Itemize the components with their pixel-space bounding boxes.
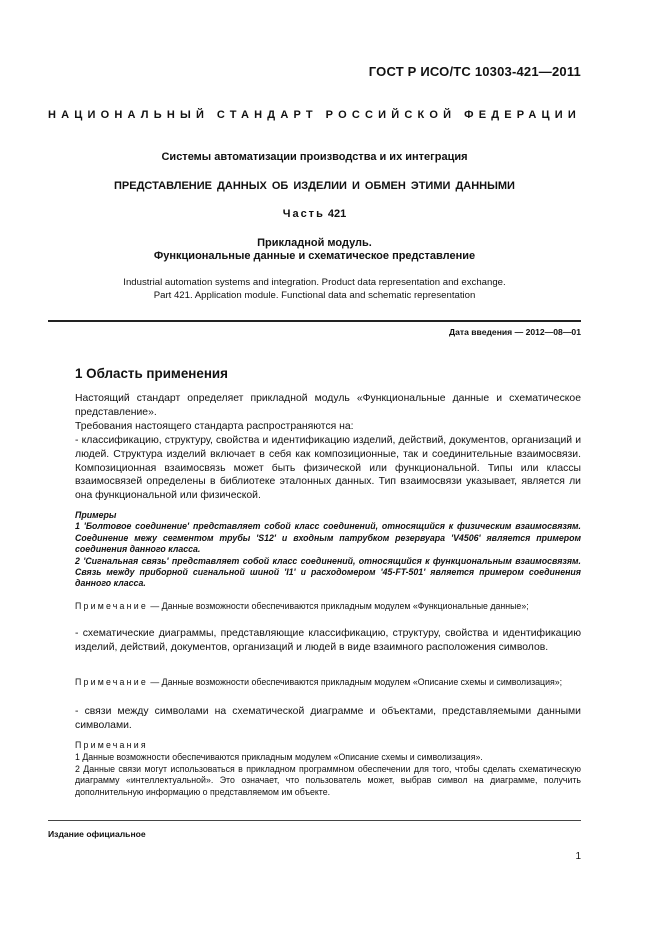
example-item: 2 'Сигнальная связь' представляет собой класс соединений, относящийся к функциональным взаимосвязям. Связь между приборной сигнальной шиной 'I1' и расходомером '45-FT-501' является примером соединения данного класса. [75, 555, 581, 589]
edition-label: Издание официальное [48, 829, 146, 839]
banner-word: РОССИЙСКОЙ [325, 109, 457, 121]
note-block [75, 601, 581, 613]
part-number: 421 [327, 208, 347, 220]
page-number: 1 [575, 851, 581, 862]
introduction-date: Дата введения — 2012—08—01 [448, 327, 581, 337]
standard-code: ГОСТ Р ИСО/ТС 10303-421—2011 [368, 64, 581, 79]
banner-word: ФЕДЕРАЦИИ [464, 109, 581, 121]
paragraph: - классификацию, структуру, свойства и идентификацию изделий, действий, документов, организаций и людей. Структура изделий включает в себя как композиционные, так и соединительные взаимосвязи. Композиционная взаимосвязь может быть физической или функциональной. Типы или классы взаимосвязей определены в библиотеке эталонных данных. Тип взаимосвязи указывает, является ли она функциональной или физической. [75, 434, 581, 502]
english-title [48, 276, 581, 302]
part-title [48, 208, 581, 220]
national-standard-banner [48, 109, 581, 121]
note-text: — Данные возможности обеспечиваются прикладным модулем «Описание схемы и символизация»; [150, 677, 563, 687]
section-title: 1 Область применения [75, 366, 228, 381]
paragraph: - связи между символами на схематической диаграмме и объектами, представляемыми данными символами. [75, 706, 581, 731]
title-divider [48, 320, 581, 322]
module-title-line1: Прикладной модуль. [257, 237, 372, 249]
note-text: — Данные возможности обеспечиваются прикладным модулем «Функциональные данные»; [150, 601, 529, 611]
english-title-line2: Part 421. Application module. Functional data and schematic representation [153, 290, 476, 301]
main-title: ПРЕДСТАВЛЕНИЕ ДАННЫХ ОБ ИЗДЕЛИИ И ОБМЕН ЭТИМИ ДАННЫМИ [114, 180, 515, 192]
banner-word: СТАНДАРТ [216, 109, 318, 121]
section-body [75, 392, 581, 503]
module-title [48, 237, 581, 263]
note-label: Примечание [75, 677, 148, 687]
note-block [75, 677, 581, 689]
notes-label: Примечания [75, 740, 148, 750]
notes-item: 1 Данные возможности обеспечиваются прикладным модулем «Описание схемы и символизация». [75, 751, 483, 762]
part-word: Часть [282, 208, 325, 220]
examples-heading: Примеры [75, 510, 117, 520]
module-title-line2: Функциональные данные и схематическое представление [153, 250, 476, 262]
notes-item: 2 Данные связи могут использоваться в прикладном программном обеспечении для того, чтобы сделать схематическую диаграмму «интеллектуальной». Это означает, что пользователь может, выбрав символ на диаграмме, получить дополнительную информацию о представляемом им объекте. [75, 763, 581, 798]
note-label: Примечание [75, 601, 148, 611]
series-title: Системы автоматизации производства и их интеграция [161, 151, 468, 163]
notes-block [75, 740, 581, 799]
paragraph: Настоящий стандарт определяет прикладной модуль «Функциональные данные и схематическое представление». [75, 393, 581, 418]
banner-word: НАЦИОНАЛЬНЫЙ [48, 109, 210, 121]
footer-divider [48, 820, 581, 821]
paragraph: Требования настоящего стандарта распространяются на: [75, 420, 354, 432]
paragraph: - схематические диаграммы, представляющие классификацию, структуру, свойства и идентификацию изделий, действий, документов, организаций и людей в виде взаимного расположения символов. [75, 628, 581, 653]
examples-block [75, 510, 581, 590]
example-item: 1 'Болтовое соединение' представляет собой класс соединений, относящийся к физическим взаимосвязям. Соединение межу сегментом трубы 'S12' и входным патрубком резервуара 'V4506' является примером соединения данного класса. [75, 521, 581, 555]
english-title-line1: Industrial automation systems and integration. Product data representation and exchange. [123, 277, 506, 288]
